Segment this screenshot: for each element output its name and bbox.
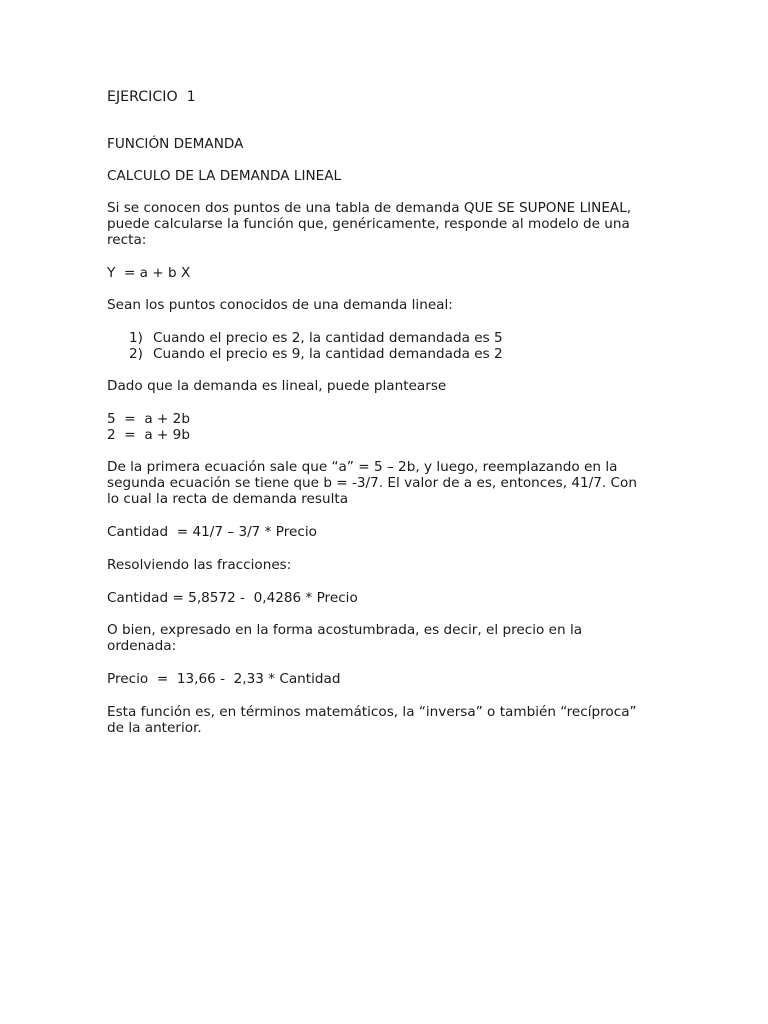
paragraph-line: ordenada: — [107, 638, 177, 654]
paragraph-line: recta: — [107, 232, 147, 248]
equation-line: 2 = a + 9b — [107, 427, 190, 443]
formula-line: Precio = 13,66 - 2,33 * Cantidad — [107, 671, 341, 687]
equation-line: 5 = a + 2b — [107, 411, 190, 427]
paragraph-line: Dado que la demanda es lineal, puede plantearse — [107, 378, 447, 394]
formula-line: Cantidad = 41/7 – 3/7 * Precio — [107, 524, 317, 540]
list-item-text: Cuando el precio es 2, la cantidad demandada es 5 — [153, 330, 503, 346]
paragraph-line: Esta función es, en términos matemáticos, la “inversa” o también “recíproca” — [107, 704, 637, 720]
heading-calculo-demanda-lineal: CALCULO DE LA DEMANDA LINEAL — [107, 168, 342, 184]
document-title: EJERCICIO 1 — [107, 89, 196, 105]
paragraph-line: De la primera ecuación sale que “a” = 5 – 2b, y luego, reemplazando en la — [107, 459, 618, 475]
paragraph-line: Si se conocen dos puntos de una tabla de demanda QUE SE SUPONE LINEAL, — [107, 200, 632, 216]
formula-line: Cantidad = 5,8572 - 0,4286 * Precio — [107, 590, 358, 606]
paragraph-line: lo cual la recta de demanda resulta — [107, 491, 349, 507]
formula-line: Y = a + b X — [107, 265, 191, 281]
list-item-number: 1) — [129, 330, 143, 346]
paragraph-line: O bien, expresado en la forma acostumbrada, es decir, el precio en la — [107, 622, 583, 638]
paragraph-line: Sean los puntos conocidos de una demanda lineal: — [107, 297, 453, 313]
paragraph-line: puede calcularse la función que, genéricamente, responde al modelo de una — [107, 216, 630, 232]
paragraph-line: de la anterior. — [107, 720, 202, 736]
paragraph-line: Resolviendo las fracciones: — [107, 557, 292, 573]
paragraph-line: segunda ecuación se tiene que b = -3/7. El valor de a es, entonces, 41/7. Con — [107, 475, 637, 491]
heading-funcion-demanda: FUNCIÓN DEMANDA — [107, 136, 244, 152]
list-item-number: 2) — [129, 346, 143, 362]
list-item-text: Cuando el precio es 9, la cantidad demandada es 2 — [153, 346, 503, 362]
